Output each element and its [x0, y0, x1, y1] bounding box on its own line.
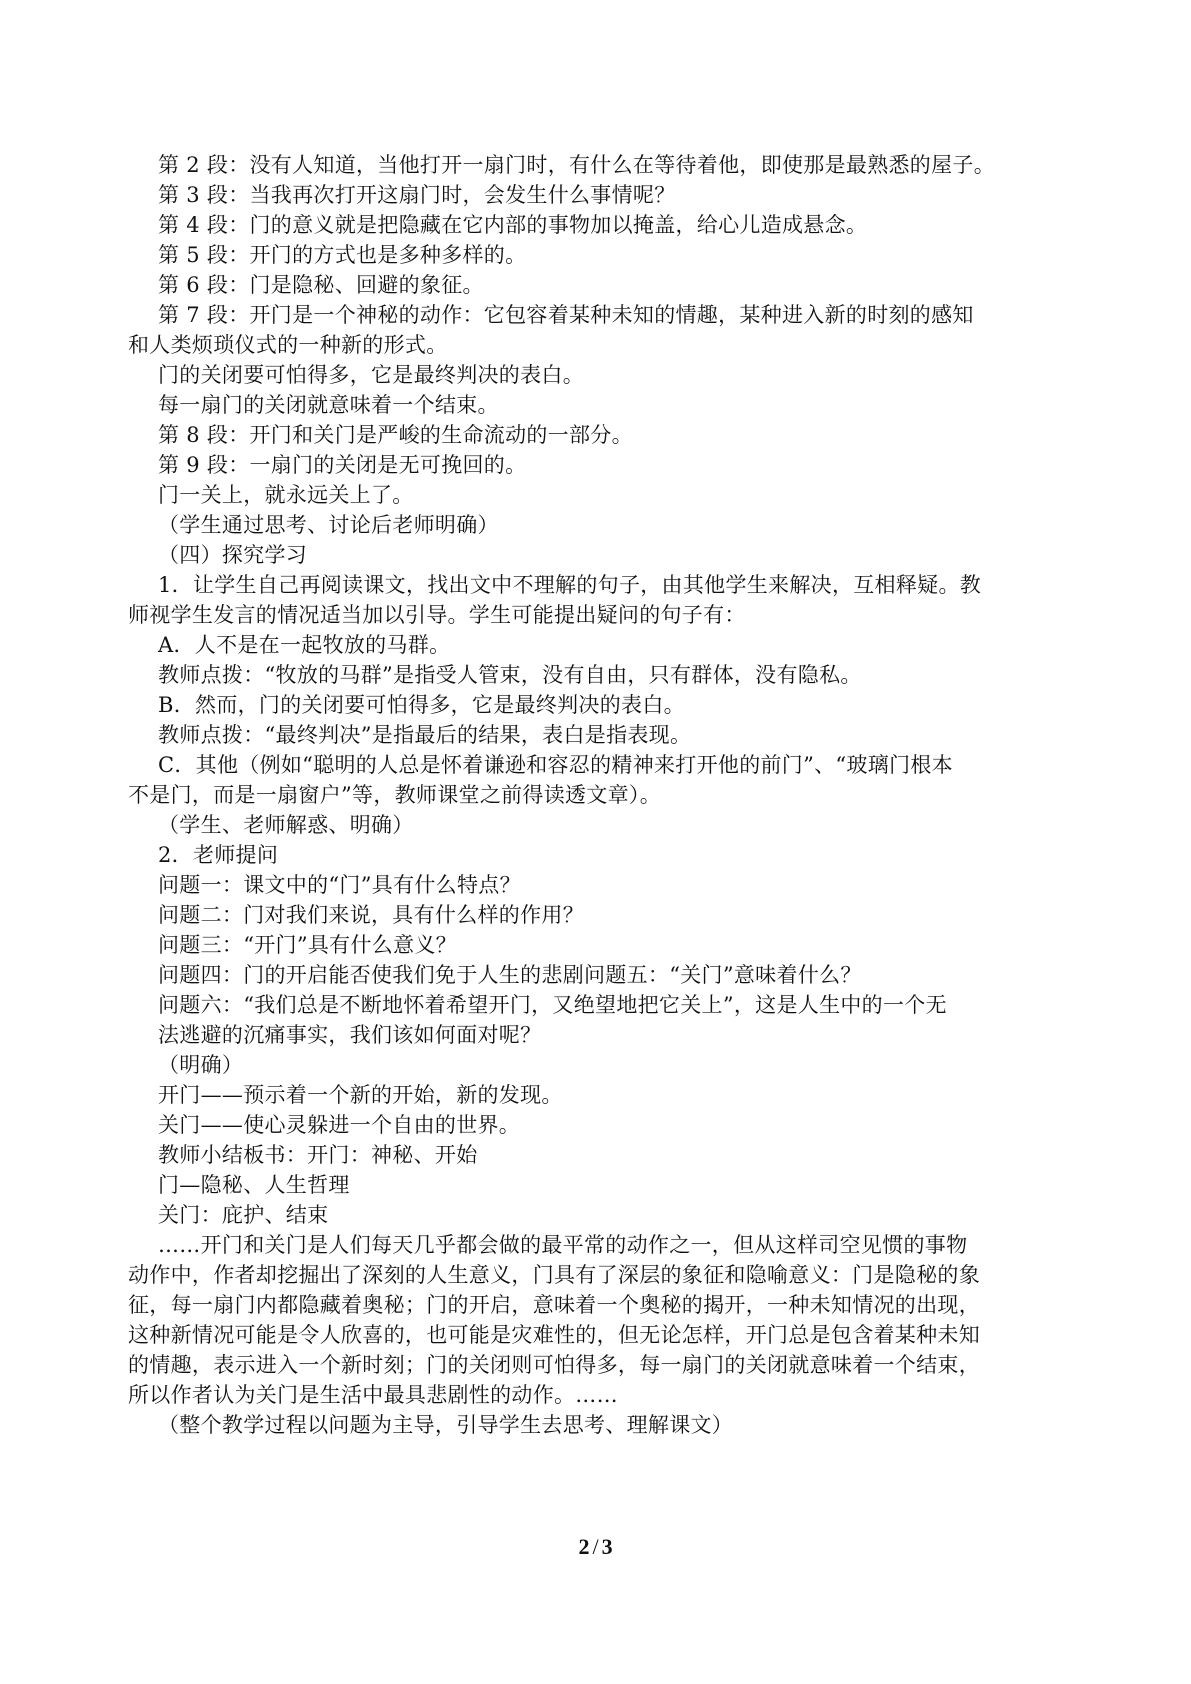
page-current: 2 [578, 1534, 590, 1559]
text-line: 问题四：门的开启能否使我们免于人生的悲剧问题五：“关门”意味着什么？ [158, 963, 862, 987]
text-line: 开门——预示着一个新的开始，新的发现。 [158, 1083, 563, 1107]
text-line: 第 3 段：当我再次打开这扇门时，会发生什么事情呢？ [158, 183, 676, 207]
text-line: 第 8 段：开门和关门是严峻的生命流动的一部分。 [158, 423, 633, 447]
text-line: 法逃避的沉痛事实，我们该如何面对呢？ [158, 1023, 542, 1047]
text-line: A．人不是在一起牧放的马群。 [158, 633, 451, 657]
text-line: 问题六：“我们总是不断地怀着希望开门，又绝望地把它关上”，这是人生中的一个无 [158, 993, 947, 1017]
text-line: 门的关闭要可怕得多，它是最终判决的表白。 [158, 363, 584, 387]
text-line: 第 9 段：一扇门的关闭是无可挽回的。 [158, 453, 527, 477]
text-line: 教师小结板书：开门：神秘、开始 [158, 1143, 478, 1167]
text-line: 问题三：“开门”具有什么意义？ [158, 933, 457, 957]
text-line: 教师点拨：“牧放的马群”是指受人管束，没有自由，只有群体，没有隐私。 [158, 663, 862, 687]
text-line: 关门——使心灵躲进一个自由的世界。 [158, 1113, 521, 1137]
text-line: 每一扇门的关闭就意味着一个结束。 [158, 393, 499, 417]
text-line: 师视学生发言的情况适当加以引导。学生可能提出疑问的句子有： [128, 603, 746, 627]
text-line: 2．老师提问 [158, 843, 279, 867]
text-line: （整个教学过程以问题为主导，引导学生去思考、理解课文） [158, 1413, 734, 1437]
text-line: （学生通过思考、讨论后老师明确） [158, 513, 499, 537]
text-line: 这种新情况可能是令人欣喜的，也可能是灾难性的，但无论怎样，开门总是包含着某种未知 [128, 1323, 980, 1347]
text-line: 门一关上，就永远关上了。 [158, 483, 414, 507]
text-line: 不是门，而是一扇窗户”等，教师课堂之前得读透文章）。 [128, 783, 662, 807]
text-line: ……开门和关门是人们每天几乎都会做的最平常的动作之一，但从这样司空见惯的事物 [158, 1233, 968, 1257]
text-line: 问题二：门对我们来说，具有什么样的作用？ [158, 903, 584, 927]
text-line: 1．让学生自己再阅读课文，找出文中不理解的句子，由其他学生来解决，互相释疑。教 [158, 573, 982, 597]
document-body [128, 150, 1088, 1440]
text-line: 教师点拨：“最终判决”是指最后的结果，表白是指表现。 [158, 723, 692, 747]
text-line: 门—隐秘、人生哲理 [158, 1173, 350, 1197]
text-line: （学生、老师解惑、明确） [158, 813, 414, 837]
page-total: 3 [601, 1534, 613, 1559]
text-line: （明确） [158, 1053, 244, 1077]
text-line: 第 5 段：开门的方式也是多种多样的。 [158, 243, 527, 267]
text-line: 问题一：课文中的“门”具有什么特点？ [158, 873, 521, 897]
text-line: 动作中，作者却挖掘出了深刻的人生意义，门具有了深层的象征和隐喻意义：门是隐秘的象 [128, 1263, 980, 1287]
text-line: 和人类烦琐仪式的一种新的形式。 [128, 333, 448, 357]
text-line: 征，每一扇门内都隐藏着奥秘；门的开启，意味着一个奥秘的揭开，一种未知情况的出现， [128, 1293, 980, 1317]
text-line: 关门：庇护、结束 [158, 1203, 329, 1227]
text-line: B．然而，门的关闭要可怕得多，它是最终判决的表白。 [158, 693, 685, 717]
text-line: 第 6 段：门是隐秘、回避的象征。 [158, 273, 484, 297]
page-number [0, 1532, 1191, 1562]
text-line: 第 4 段：门的意义就是把隐藏在它内部的事物加以掩盖，给心儿造成悬念。 [158, 213, 868, 237]
text-line: C．其他（例如“聪明的人总是怀着谦逊和容忍的精神来打开他的前门”、“玻璃门根本 [158, 753, 953, 777]
page-separator: / [592, 1534, 599, 1559]
text-line: （四）探究学习 [158, 543, 308, 567]
text-line: 的情趣，表示进入一个新时刻；门的关闭则可怕得多，每一扇门的关闭就意味着一个结束， [128, 1353, 980, 1377]
text-line: 第 7 段：开门是一个神秘的动作：它包容着某种未知的情趣，某种进入新的时刻的感知 [158, 303, 974, 327]
text-line: 所以作者认为关门是生活中最具悲剧性的动作。…… [128, 1383, 618, 1407]
text-line: 第 2 段：没有人知道，当他打开一扇门时，有什么在等待着他，即使那是最熟悉的屋子。 [158, 153, 996, 177]
